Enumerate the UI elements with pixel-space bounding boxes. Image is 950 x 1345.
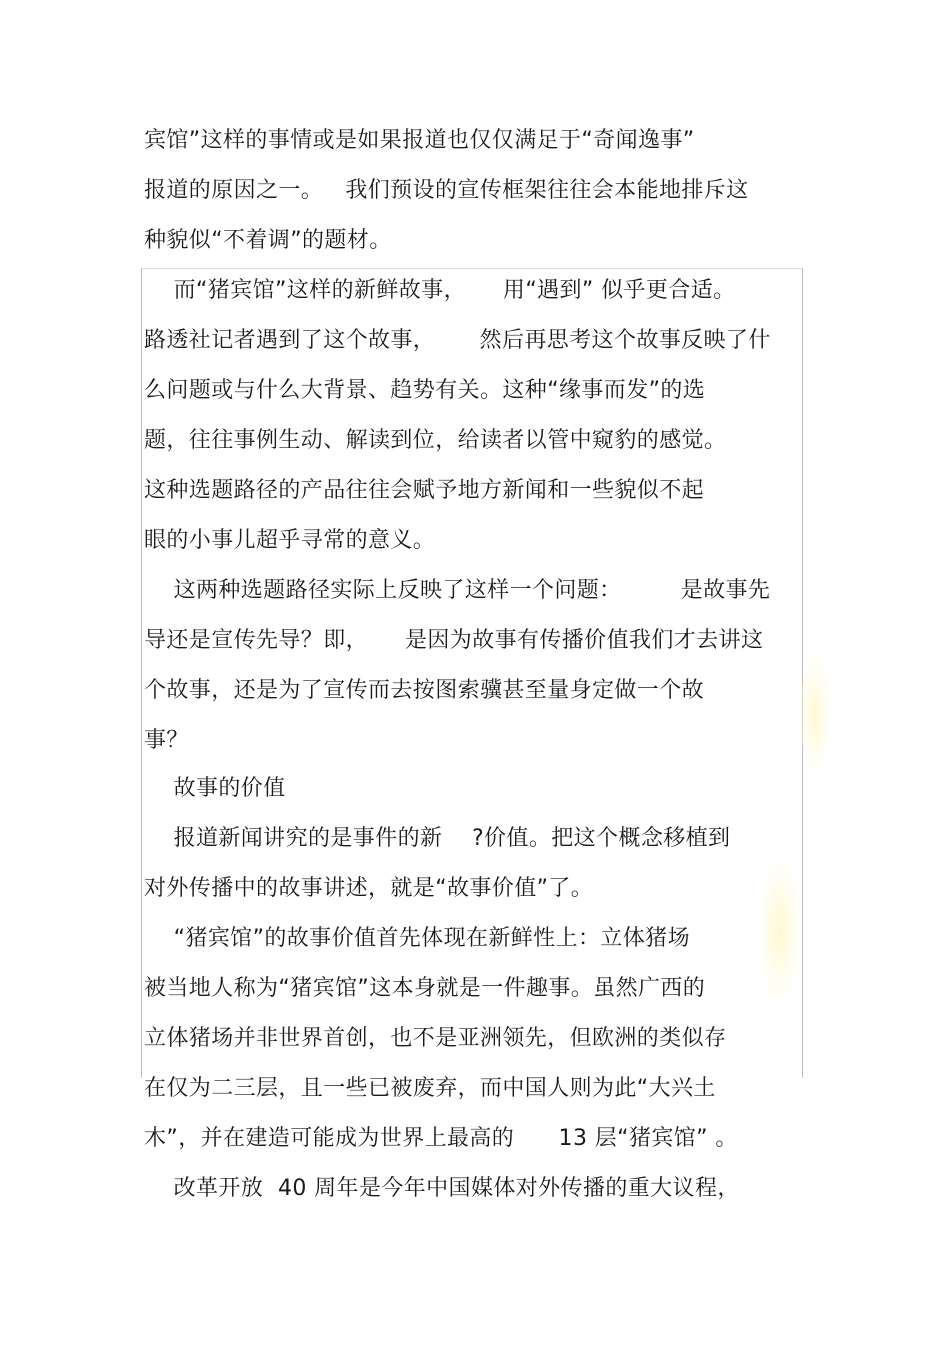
text-line: 对外传播中的故事讲述，就是“故事价值”了。 [144, 876, 594, 901]
text-line: 这两种选题路径实际上反映了这样一个问题： 是故事先 [144, 578, 771, 603]
text-line: 而“猪宾馆”这样的新鲜故事， 用“遇到” 似乎更合适。 [144, 278, 736, 303]
text-line: 被当地人称为“猪宾馆”这本身就是一件趣事。虽然广西的 [144, 976, 706, 1001]
text-line: 个故事，还是为了宣传而去按图索骥甚至量身定做一个故 [144, 678, 705, 703]
text-line: 木”，并在建造可能成为世界上最高的 13 层“猪宾馆” 。 [144, 1126, 738, 1151]
text-line: 路透社记者遇到了这个故事， 然后再思考这个故事反映了什 [144, 328, 771, 353]
text-line: 眼的小事儿超乎寻常的意义。 [144, 528, 436, 553]
page-highlight-spot [800, 660, 830, 770]
text-line: 报道新闻讲究的是事件的新 ?价值。把这个概念移植到 [144, 826, 731, 851]
text-line: 宾馆”这样的事情或是如果报道也仅仅满足于“奇闻逸事” [144, 128, 695, 153]
text-line: 报道的原因之一。 我们预设的宣传框架往往会本能地排斥这 [144, 178, 749, 203]
text-line: 么问题或与什么大背景、趋势有关。这种“缘事而发”的选 [144, 378, 706, 403]
text-line: 题，往往事例生动、解读到位，给读者以管中窥豹的感觉。 [144, 428, 727, 453]
text-line: 种貌似“不着调”的题材。 [144, 228, 392, 253]
text-line: 改革开放 40 周年是今年中国媒体对外传播的重大议程， [144, 1176, 740, 1201]
text-line: 这种选题路径的产品往往会赋予地方新闻和一些貌似不起 [144, 478, 705, 503]
section-heading: 故事的价值 [144, 776, 286, 801]
text-line: 立体猪场并非世界首创，也不是亚洲领先，但欧洲的类似存 [144, 1026, 727, 1051]
text-line: “猪宾馆”的故事价值首先体现在新鲜性上：立体猪场 [144, 926, 690, 951]
page-highlight-spot [760, 860, 800, 1000]
text-line: 导还是宣传先导？即， 是因为故事有传播价值我们才去讲这 [144, 628, 764, 653]
text-line: 在仅为二三层，且一些已被废弃，而中国人则为此“大兴土 [144, 1076, 716, 1101]
text-line: 事？ [144, 728, 189, 753]
